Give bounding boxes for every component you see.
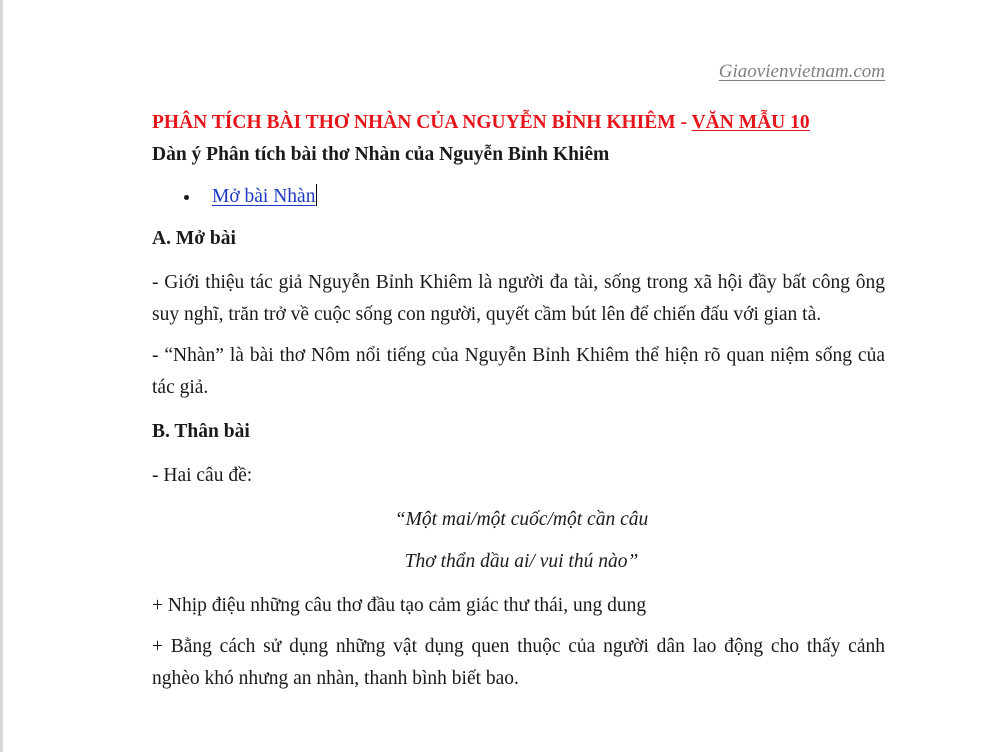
list-item (152, 183, 885, 211)
verse-line-2: Thơ thẩn dầu ai/ vui thú nào” (404, 551, 639, 572)
document-title (152, 109, 885, 137)
paragraph-b-intro: - Hai câu đề: (152, 465, 253, 486)
document-title-link[interactable]: VĂN MẪU 10 (691, 112, 810, 133)
section-heading-b: B. Thân bài (152, 421, 250, 442)
page-left-edge (0, 0, 3, 752)
paragraph-a-1: - Giới thiệu tác giả Nguyễn Bỉnh Khiêm là người đa tài, sống trong xã hội đầy bất công ông suy nghĩ, trăn trở về cuộc sống con người, quyết cầm bút lên để chiến đấu với gian tà. (152, 272, 885, 325)
toc-link-mo-bai[interactable]: Mở bài Nhàn (212, 186, 316, 207)
bullet-icon (184, 195, 189, 200)
watermark-text: Giaovienvietnam.com (718, 61, 885, 82)
paragraph-b-1: + Nhịp điệu những câu thơ đầu tạo cảm giác thư thái, ung dung (152, 595, 647, 616)
section-heading-a: A. Mở bài (152, 228, 236, 249)
paragraph-a-2: - “Nhàn” là bài thơ Nôm nổi tiếng của Nguyễn Bỉnh Khiêm thể hiện rõ quan niệm sống của tác giả. (152, 345, 885, 398)
toc-list (152, 183, 885, 211)
document-title-main: PHÂN TÍCH BÀI THƠ NHÀN CỦA NGUYỄN BỈNH KHIÊM - (152, 112, 692, 133)
text-cursor (316, 184, 317, 206)
verse-line-1: “Một mai/một cuốc/một cần câu (394, 509, 649, 530)
document-content (152, 58, 885, 695)
outline-subtitle: Dàn ý Phân tích bài thơ Nhàn của Nguyễn Bỉnh Khiêm (152, 144, 610, 165)
paragraph-b-2: + Bằng cách sử dụng những vật dụng quen thuộc của người dân lao động cho thấy cảnh nghèo khó nhưng an nhàn, thanh bình biết bao. (152, 636, 885, 689)
